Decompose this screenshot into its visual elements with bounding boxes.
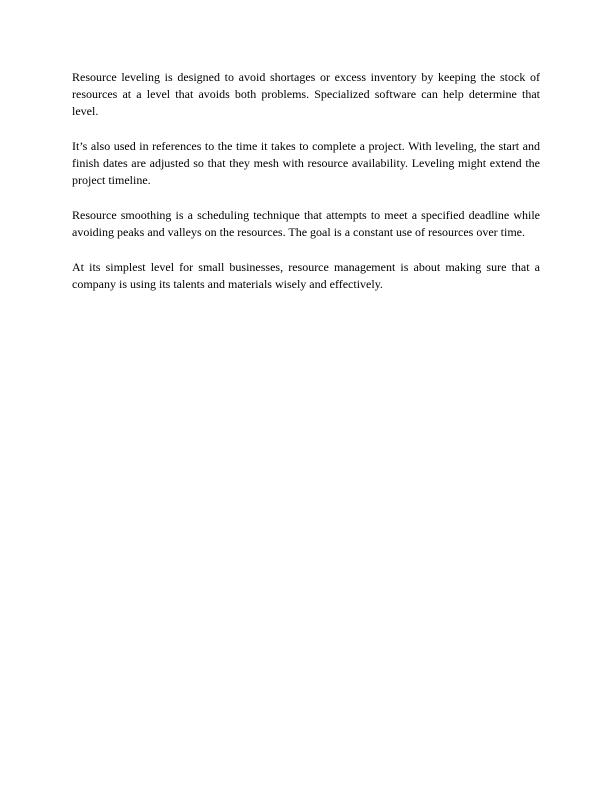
paragraph-resource-smoothing: Resource smoothing is a scheduling technique that attempts to meet a specified deadline while avoiding peaks and valleys on the resources. The goal is a constant use of resources over time.: [72, 208, 540, 239]
paragraph-resource-leveling: Resource leveling is designed to avoid shortages or excess inventory by keeping the stock of resources at a level that avoids both problems. Specialized software can help determine that level.: [72, 70, 540, 118]
paragraph-small-business: At its simplest level for small businesses, resource management is about making sure that a company is using its talents and materials wisely and effectively.: [72, 260, 540, 291]
document-body: [72, 69, 540, 311]
paragraph-project-timeline: It’s also used in references to the time it takes to complete a project. With leveling, the start and finish dates are adjusted so that they mesh with resource availability. Leveling might extend the project timeline.: [72, 139, 540, 187]
